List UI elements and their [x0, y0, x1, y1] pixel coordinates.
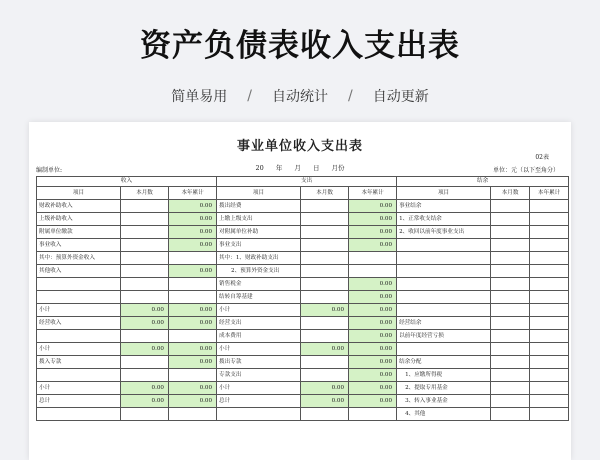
- amount-cell[interactable]: 0.00: [169, 200, 217, 213]
- table-row: [37, 252, 569, 265]
- amount-cell[interactable]: [530, 226, 569, 239]
- table-row: [37, 265, 569, 278]
- item-cell[interactable]: 4、其他: [397, 408, 491, 421]
- amount-cell[interactable]: 0.00: [121, 317, 169, 330]
- item-cell[interactable]: 对附属单位补助: [217, 226, 301, 239]
- item-cell[interactable]: 经营支出: [217, 317, 301, 330]
- amount-cell[interactable]: [301, 239, 349, 252]
- amount-cell[interactable]: 0.00: [349, 395, 397, 408]
- amount-cell[interactable]: [491, 343, 530, 356]
- table-row: [37, 278, 569, 291]
- amount-cell[interactable]: [530, 369, 569, 382]
- amount-cell[interactable]: [530, 317, 569, 330]
- amount-cell[interactable]: [169, 252, 217, 265]
- amount-cell[interactable]: 0.00: [169, 395, 217, 408]
- amount-cell[interactable]: 0.00: [169, 213, 217, 226]
- amount-cell[interactable]: [169, 408, 217, 421]
- item-cell[interactable]: 事业结余: [397, 200, 491, 213]
- amount-cell[interactable]: 0.00: [121, 395, 169, 408]
- amount-cell[interactable]: 0.00: [349, 226, 397, 239]
- amount-cell[interactable]: [301, 226, 349, 239]
- table-row: [37, 213, 569, 226]
- header-row: [37, 187, 569, 200]
- amount-cell[interactable]: [301, 317, 349, 330]
- item-cell[interactable]: [217, 408, 301, 421]
- col-header: 项目: [37, 187, 121, 200]
- period-year: 年: [275, 164, 283, 172]
- amount-cell[interactable]: [530, 330, 569, 343]
- amount-cell[interactable]: 0.00: [301, 382, 349, 395]
- amount-cell[interactable]: [121, 408, 169, 421]
- amount-cell[interactable]: [121, 252, 169, 265]
- amount-cell[interactable]: [530, 356, 569, 369]
- amount-cell[interactable]: [121, 226, 169, 239]
- amount-cell[interactable]: [301, 369, 349, 382]
- amount-cell[interactable]: 0.00: [349, 304, 397, 317]
- item-cell[interactable]: 专款支出: [217, 369, 301, 382]
- amount-cell[interactable]: [301, 252, 349, 265]
- amount-cell[interactable]: [301, 278, 349, 291]
- amount-cell[interactable]: [121, 213, 169, 226]
- item-cell[interactable]: 总计: [217, 395, 301, 408]
- item-cell[interactable]: 销售税金: [217, 278, 301, 291]
- amount-cell[interactable]: [491, 408, 530, 421]
- item-cell[interactable]: 经营收入: [37, 317, 121, 330]
- table-row: [37, 356, 569, 369]
- amount-cell[interactable]: [530, 252, 569, 265]
- col-header: 本年累计: [530, 187, 569, 200]
- amount-cell[interactable]: 0.00: [349, 213, 397, 226]
- amount-cell[interactable]: [169, 369, 217, 382]
- separator: /: [348, 88, 353, 104]
- amount-cell[interactable]: [530, 395, 569, 408]
- table-row: [37, 226, 569, 239]
- amount-cell[interactable]: [491, 356, 530, 369]
- feature-easy: 简单易用: [171, 89, 228, 105]
- amount-cell[interactable]: 0.00: [349, 278, 397, 291]
- amount-cell[interactable]: [491, 382, 530, 395]
- feature-update: 自动更新: [372, 89, 429, 105]
- amount-cell[interactable]: 0.00: [301, 304, 349, 317]
- col-header: 本月数: [491, 187, 530, 200]
- item-cell[interactable]: [397, 239, 491, 252]
- col-header: 本年累计: [349, 187, 397, 200]
- amount-cell[interactable]: [121, 239, 169, 252]
- amount-cell[interactable]: [121, 278, 169, 291]
- amount-cell[interactable]: [491, 252, 530, 265]
- amount-cell[interactable]: 0.00: [121, 304, 169, 317]
- table-row: [37, 395, 569, 408]
- amount-cell[interactable]: 0.00: [349, 330, 397, 343]
- amount-cell[interactable]: [491, 265, 530, 278]
- amount-cell[interactable]: [349, 408, 397, 421]
- item-cell[interactable]: 3、转入事业基金: [397, 395, 491, 408]
- amount-cell[interactable]: 0.00: [169, 356, 217, 369]
- amount-cell[interactable]: 0.00: [349, 239, 397, 252]
- table-row: [37, 330, 569, 343]
- col-header: 项目: [217, 187, 301, 200]
- item-cell[interactable]: [397, 278, 491, 291]
- period-month: 月: [294, 164, 301, 172]
- table-row: [37, 369, 569, 382]
- period-monthly: 月份: [331, 164, 345, 172]
- item-cell[interactable]: 其他收入: [37, 265, 121, 278]
- amount-cell[interactable]: 0.00: [349, 382, 397, 395]
- item-cell[interactable]: [397, 252, 491, 265]
- amount-cell[interactable]: [169, 330, 217, 343]
- amount-cell[interactable]: [491, 317, 530, 330]
- item-cell[interactable]: [397, 343, 491, 356]
- amount-cell[interactable]: 0.00: [169, 265, 217, 278]
- amount-cell[interactable]: [301, 330, 349, 343]
- item-cell[interactable]: 结转自筹基建: [217, 291, 301, 304]
- amount-cell[interactable]: [491, 291, 530, 304]
- item-cell[interactable]: 1、应缴所得税: [397, 369, 491, 382]
- amount-cell[interactable]: 0.00: [169, 239, 217, 252]
- item-cell[interactable]: [37, 408, 121, 421]
- period-year-prefix: 20: [255, 164, 264, 172]
- item-cell[interactable]: 总计: [37, 395, 121, 408]
- item-cell[interactable]: 小计: [217, 304, 301, 317]
- amount-cell[interactable]: [491, 395, 530, 408]
- amount-cell[interactable]: 0.00: [349, 200, 397, 213]
- currency-unit: 单位：元（以下至角分）: [492, 167, 559, 174]
- item-cell[interactable]: 小计: [37, 382, 121, 395]
- amount-cell[interactable]: [301, 213, 349, 226]
- item-cell[interactable]: [37, 369, 121, 382]
- amount-cell[interactable]: [491, 226, 530, 239]
- item-cell[interactable]: 小计: [37, 343, 121, 356]
- amount-cell[interactable]: [169, 278, 217, 291]
- page-title: 资产负债表收入支出表: [140, 28, 460, 64]
- amount-cell[interactable]: 0.00: [349, 369, 397, 382]
- amount-cell[interactable]: [530, 304, 569, 317]
- amount-cell[interactable]: [349, 265, 397, 278]
- amount-cell[interactable]: [301, 356, 349, 369]
- amount-cell[interactable]: 0.00: [121, 343, 169, 356]
- amount-cell[interactable]: [121, 200, 169, 213]
- amount-cell[interactable]: [301, 291, 349, 304]
- amount-cell[interactable]: [121, 330, 169, 343]
- amount-cell[interactable]: [530, 291, 569, 304]
- item-cell[interactable]: 小计: [37, 304, 121, 317]
- period-day: 日: [312, 164, 320, 172]
- item-cell[interactable]: 附属单位缴款: [37, 226, 121, 239]
- table-row: [37, 291, 569, 304]
- feature-stats: 自动统计: [272, 89, 328, 105]
- unit-label: 编制单位:: [36, 167, 63, 174]
- income-expense-table: [36, 176, 569, 421]
- amount-cell[interactable]: [301, 265, 349, 278]
- item-cell[interactable]: 经营结余: [397, 317, 491, 330]
- table-row: [37, 408, 569, 421]
- section-balance: 结余: [397, 177, 569, 187]
- item-cell[interactable]: 其中：预算外资金收入: [37, 252, 121, 265]
- amount-cell[interactable]: [169, 291, 217, 304]
- item-cell[interactable]: [397, 265, 491, 278]
- amount-cell[interactable]: 0.00: [349, 343, 397, 356]
- col-header: 本月数: [121, 187, 169, 200]
- amount-cell[interactable]: [121, 369, 169, 382]
- amount-cell[interactable]: 0.00: [349, 291, 397, 304]
- amount-cell[interactable]: [121, 356, 169, 369]
- table-row: [37, 200, 569, 213]
- amount-cell[interactable]: 0.00: [349, 317, 397, 330]
- item-cell[interactable]: 其中：1、财政补助支出: [217, 252, 301, 265]
- feature-list: [0, 86, 600, 106]
- item-cell[interactable]: 成本费用: [217, 330, 301, 343]
- amount-cell[interactable]: [530, 265, 569, 278]
- amount-cell[interactable]: 0.00: [169, 304, 217, 317]
- table-row: [37, 343, 569, 356]
- amount-cell[interactable]: [121, 291, 169, 304]
- amount-cell[interactable]: [530, 213, 569, 226]
- amount-cell[interactable]: [530, 408, 569, 421]
- table-row: [37, 317, 569, 330]
- table-row: [37, 382, 569, 395]
- amount-cell[interactable]: [301, 408, 349, 421]
- amount-cell[interactable]: 0.00: [169, 226, 217, 239]
- amount-cell[interactable]: [491, 200, 530, 213]
- amount-cell[interactable]: [491, 369, 530, 382]
- col-header: 项目: [397, 187, 491, 200]
- item-cell[interactable]: 2、预算外资金支出: [217, 265, 301, 278]
- period-line: [29, 163, 571, 172]
- amount-cell[interactable]: [530, 278, 569, 291]
- col-header: 本月数: [301, 187, 349, 200]
- sheet-title: 事业单位收入支出表: [236, 139, 363, 154]
- amount-cell[interactable]: 0.00: [169, 343, 217, 356]
- section-income: 收入: [37, 177, 217, 187]
- amount-cell[interactable]: [530, 343, 569, 356]
- amount-cell[interactable]: 0.00: [169, 382, 217, 395]
- item-cell[interactable]: 小计: [217, 343, 301, 356]
- item-cell[interactable]: [397, 291, 491, 304]
- amount-cell[interactable]: [491, 213, 530, 226]
- item-cell[interactable]: 1、正常收支结余: [397, 213, 491, 226]
- amount-cell[interactable]: [530, 239, 569, 252]
- amount-cell[interactable]: [530, 382, 569, 395]
- amount-cell[interactable]: [491, 330, 530, 343]
- item-cell[interactable]: 事业支出: [217, 239, 301, 252]
- amount-cell[interactable]: 0.00: [301, 343, 349, 356]
- amount-cell[interactable]: [491, 239, 530, 252]
- item-cell[interactable]: 拨出专款: [217, 356, 301, 369]
- item-cell[interactable]: 2、收回以前年度事业支出: [397, 226, 491, 239]
- item-cell[interactable]: 以前年度经营亏损: [397, 330, 491, 343]
- form-code: 02表: [535, 154, 549, 161]
- item-cell[interactable]: [37, 291, 121, 304]
- amount-cell[interactable]: 0.00: [349, 356, 397, 369]
- item-cell[interactable]: 财政补助收入: [37, 200, 121, 213]
- table-row: [37, 304, 569, 317]
- amount-cell[interactable]: [491, 278, 530, 291]
- item-cell[interactable]: 拨出经费: [217, 200, 301, 213]
- table-row: [37, 239, 569, 252]
- separator: /: [247, 88, 252, 104]
- amount-cell[interactable]: [349, 252, 397, 265]
- amount-cell[interactable]: 0.00: [121, 382, 169, 395]
- section-row: [37, 177, 569, 187]
- amount-cell[interactable]: 0.00: [169, 317, 217, 330]
- item-cell[interactable]: 上缴上级支出: [217, 213, 301, 226]
- col-header: 本年累计: [169, 187, 217, 200]
- item-cell[interactable]: 小计: [217, 382, 301, 395]
- section-expense: 支出: [217, 177, 397, 187]
- item-cell[interactable]: 事业收入: [37, 239, 121, 252]
- spreadsheet-preview: [29, 122, 571, 460]
- item-cell[interactable]: 拨入专款: [37, 356, 121, 369]
- item-cell[interactable]: [37, 278, 121, 291]
- amount-cell[interactable]: [491, 304, 530, 317]
- amount-cell[interactable]: [301, 200, 349, 213]
- amount-cell[interactable]: [530, 200, 569, 213]
- item-cell[interactable]: [397, 304, 491, 317]
- amount-cell[interactable]: [121, 265, 169, 278]
- amount-cell[interactable]: 0.00: [301, 395, 349, 408]
- item-cell[interactable]: 结余分配: [397, 356, 491, 369]
- item-cell[interactable]: 上级补助收入: [37, 213, 121, 226]
- item-cell[interactable]: 2、提取专用基金: [397, 382, 491, 395]
- item-cell[interactable]: [37, 330, 121, 343]
